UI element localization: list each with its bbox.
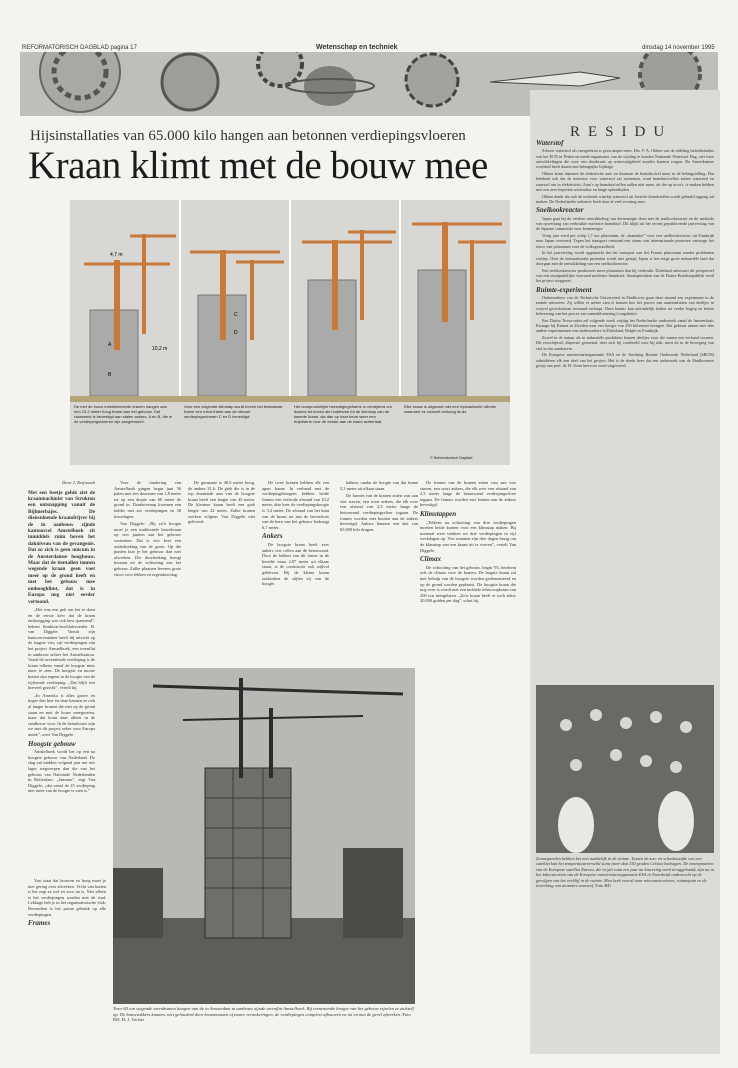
article-column-2	[114, 480, 181, 660]
paragraph: „In Amerika is alles groter en hoger dan hier en daar kennen ze ook al langer kranen die niet op de grond staan en met de bouw meegroeien, maar dat komt daar alleen in de staalbouw voor. In de betonbouw zijn we met dit project zeker voor Europa uniek”, weet Van Diggele.	[28, 692, 95, 737]
article-column-3	[188, 480, 255, 660]
section-title: Wetenschap en techniek	[316, 44, 398, 51]
paragraph: Van Diggele: „Bij zo'n hoogte moet je een traditionele bouwkraan op vier punten aan het gebouw vastzetten. Dat is vier keer een onderbreking van de grote. Op die punten kun je het gebouw dan niet afwerken. Die doorbreking brengt bestaan uit de voltooiing van het gebouw. Zulke plaatsen leveren grote risico voor lekken en regendoorslag.	[114, 521, 181, 577]
label-d: D	[234, 330, 238, 336]
diagram-caption-3: Het oorspronkelijke bevestigingsframe is verwijderd om daarna tot boven als hulpframe tot de klimstap van de tweede kraan, die dan op haar beurt weer een hulpframe voor de eerste aan de wand achterlaat.	[294, 404, 392, 424]
diagram-caption-4: Elke kraan is uitgerust met een hydraulische cilinder waarmee ze zichzelf omhoog drukt.	[404, 404, 497, 414]
paragraph: In het jaarverslag wordt opgemerkt dat het transport van het Franse plutonium zonder problemen verliep. Over de internationale protesten wordt niet gerept. Japan is het enige grote industriële land dat doorgaat met de ontwikkeling van een snelkookreactor.	[536, 250, 714, 266]
paragraph: Okken denkt dat ook de techniek waarbij waterstof uit fossiele brandstoffen wordt gehaald opgang zal maken. De Nederlandse industrie heeft daar al veel ervaring mee.	[536, 193, 714, 204]
paragraph: De hoogste kraan heeft zeer ankers vier rollen aan de betonwand. Door de balken van dit frame in de breedte maar 2,87 meter uit elkaar staan, is de constructie ook stijlvol gebleven. Bij de kleine kraan onthoeken de stijlen zij van de hoogte.	[262, 541, 329, 587]
article-kicker: Hijsinstallaties van 65.000 kilo hangen aan betonnen verdiepingsvloeren	[30, 128, 466, 144]
paragraph: De Europese ruimtevaartorganisatie ESA en de Stichting Ruimte Onderzoek Nederland (SRON) subsidiëren elk een deel van het project. Het is de derde keer dat een onderzoek van de Eindhovense groep van prof. dr. H. Stein hiervoor werd uitgevoerd.	[536, 352, 714, 368]
diagram-dim-top: 4,7 m	[110, 252, 123, 258]
article-headline: Kraan klimt met de bouw mee	[28, 144, 488, 187]
paragraph: Amstelhoek wordt het op een na hoogste gebouw van Nederland. De slag zal midden volgend jaar net iets lager wegwerpen dan die van het gebouw van Nationale Nederlanden in Rotterdam. „Jammer”, zegt Van Diggele, „dat vanaf de 25 verdieping niet meer van de hoogte te zien is.”	[28, 749, 95, 794]
paragraph: Vast staat dat bouwen zo hoog moet je niet gering over afwerken. Vecht van buiten is het zegt ze wel en voor nu is. Niet alleen is het verdiepingen worden met de stad. Lekkage heb je in het organisatorische vlak; Bovendien is het prima gebruik op alle verdiepingen.	[28, 878, 106, 917]
diagram-dim-side: 10,2 m	[152, 346, 168, 352]
article-column-1	[28, 480, 95, 796]
crane-diagram	[70, 200, 510, 465]
article-column-1b	[28, 878, 106, 929]
sidebar-heading: Waterstof	[536, 139, 564, 147]
diagram-credit: © Reformatorisch Dagblad	[430, 456, 473, 460]
paragraph: De geraamte is 40,6 meter hoog, de andere 31,6. De giek die is in de top draaiende arm van de hoogste kraan heeft een lengte van 45 meter. De kleinere kraan heeft een giek lengte van 22 meter. Zulke kranen werken volgens Van Diggele niet geleverd.	[188, 480, 255, 525]
label-c: C	[234, 312, 238, 318]
subheading: Frames	[28, 919, 51, 928]
sidebar-heading: Snelkookreactor	[536, 206, 584, 215]
label-b: B	[108, 372, 112, 378]
paragraph: Vorig jaar werd per schip 1,7 ton plutonium, de „brandstof” voor een snelkookreactor, uit Frankrijk naar Japan vervoerd. Tegen het transport ontstond een storm van internationale protesten vanwege het risico van plutonium voor de volksgezondheid.	[536, 232, 714, 249]
paragraph: Een Duitse Texus-raket zal volgende week vrijdag het Nederlandse onderzoek vanaf de lanceerbasis Esrange bij Kiruna in Zweden naar een hoogte van 250 kilometer brengen. Dat gebeurt samen met drie andere experimenten van onderzoekers in Duitsland, België en Frankrijk.	[536, 317, 714, 334]
paragraph: De twee kranen hebben elk een apart frame. In verband met de verdiepingshoogten hebben beide frames een verticale afstand van 10,2 meter, drie keer de verdiepingshoogte is 3,4 meter. De afstand van het kant van de kraan tot aan de betonvloer van de kern van het gebouw bedraagt 6,7 meter.	[262, 480, 329, 530]
label-a: A	[108, 342, 112, 348]
paragraph: Een snelkookreactor produceert meer plutonium dan hij verbruikt. Duitsland ontvouwt dit perspectief van een onuitputtelijke voorraad nucleaire brandstof. Staatspresident van de Duitse Bondsrepubliek werd het project stopgezet.	[536, 267, 714, 284]
sidebar-heading: Ruimte-experiment	[536, 285, 592, 294]
photo-caption: Twee 65 ton wegende torenkranen hangen aan de in Amsterdam in aanbouw zijnde torenflat Amstelhoek. Bij toenemende hoogte van het gebouw vijzelen ze zichzelf op. De bouwvakkers kunnen, niet gehinderd door kraanmasten of zware verankeringen, de verdiepingen compleet afbouwen en tot en met de gevel afwerken. Foto RD, H. J. Vocher	[113, 1006, 414, 1023]
paragraph: balken, omdat de hoogte van dat frame 5,3 meter uit elkaar staan.	[340, 480, 418, 491]
paragraph: Japan gaat bij de verdere ontwikkeling van kernenergie door met de snelkookreactor en de methode van opwerking van verbruikte nucleaire brandstof. Dit blijkt uit het recent gepubliceerde jaarverslag van de Japanse commissie voor kernenergie.	[536, 215, 714, 232]
article-column-4	[262, 480, 329, 660]
diagram-caption-2: Voor een volgende klimstap wordt boven het bestaande frame een extra frame aan de nieuwe verdiepingsvloeren C en D bevestigd.	[184, 404, 283, 419]
subheading: Hoogste gebouw	[28, 739, 76, 748]
construction-photo	[113, 668, 415, 1004]
masthead-paper: REFORMATORISCH DAGBLAD pagina 17	[22, 45, 137, 51]
paragraph: Okken komt daarmee de elektrische auto en daarmee de brandstofcel meer in de belangstelling. Dat betekent ook dat de interesse voor waterstof zal toenemen, want brandstofcellen zetten waterstof en zuurstof om in elektriciteit. Auto's op brandstofcellen zullen niet meer, als die op accu's, te maken hebben met een zeer beperkte actieradius en lange oplaadtijden.	[536, 170, 714, 192]
sidebar-photo	[536, 685, 714, 853]
paragraph: De voltooiing van het gebouw, begin '95, betekent ook de climax voor de kranen. De laagste kraan zal met behulp van de hoogste worden gedemonteerd en op de grond worden geplaatst. De hoogste kraan die nog over is wordt met een mobiele telescoopkraan van 200 ton neergelaten. „Zo'n kraan heeft er toch zeker 20.000 gulden per dag”, schat hij.	[420, 564, 516, 604]
article-column-5	[340, 480, 418, 660]
paragraph: „Het was een gok om het te doen en de eerste keer dat de kraan omhoogging was ook best spannend”, bekent Strukton-hoofduitvoerder R. van Diggele. Vanuit zijn kantoorcontainer heeft hij uitzicht op de laagste vier, vijf verdiepingen van het project Amstelhoek, een torenflat in aanbouw achter het Amstelstation. Vanaf de zeventiende verdieping is de kraan telkens vanaf de hoogste niets meer te zien. De hoogste en mooie buiten zijn ergens in de hoogte van de vijftiende verdieping. „Dat blijft een hoeveel gezicht”, vertelt hij.	[28, 606, 95, 691]
issue-date: dinsdag 14 november 1995	[642, 45, 715, 51]
paragraph: Voor de fundering van Amstelhoek gingen begin juni 56 palen met een doorsnee van 1,8 meter tot op een diepte van 60 meter de grond in. Daarbovenop kwamen een kelder met zes verdiepingen en 38 bouwlagen.	[114, 480, 181, 519]
paragraph: De frames van de kranen zitten vast aan vier staven, een soort ankers, die elk over een afstand van 2,3 meter lange de betonwand verdiepingsvloer ingaan. De frames worden met bouten aan de ankers bevestigd.	[420, 480, 516, 508]
paragraph: Zowel in de natuur als in industriële produkten komen deeltjes voor die samen een verband vormen. Dit verschijnsel, dispersie genoemd, doet zich bij voorbeeld voor bij inkt, mest en in de beweging van stof in een zandstorm.	[536, 335, 714, 351]
diagram-caption-1: De met de bouw meeklimmende kranen hangen aan een 10,2 meter hoog frame aan het gebouw. Dat raamwerk is bevestigd aan stalen ankers. A en B, die in de verdiepingsvloeren zijn aangebracht.	[74, 404, 173, 424]
article-lead: Met een beetje geluk ziet de kraanmachinist van Strukton een ontsnapping vanuit de Bijlmerbajes. De dienstdoende kraandrijver bij de in aanbouw zijnde kantoorcel Amstelhoek zit inmiddels ruim boven het dakniveau van de gevangenis. Dat zo zich is geen unicum in de Amsterdamse hoogbouw. Maar dat de tientallen tonnen wegende kraan geen voet meer op de grond heeft en met het gebouw mee omhoogklimt, dat is in Europa nog niet eerder vertoond.	[28, 489, 95, 605]
paragraph: De frames van de kranen zitten vast aan vier staven, een soort ankers, die elk over een afstand van 2,3 meter lange de betonwand verdiepingsvloer ingaan. De frames worden met bouten aan de ankers bevestigd. Ankers kunnen een last van 65.000 kilo dragen.	[340, 493, 418, 532]
article-column-6	[420, 480, 516, 1040]
subheading: Klimstappen	[420, 509, 457, 518]
subheading: Ankers	[262, 532, 283, 541]
paragraph: Schone waterstof als energiebron is geen utopie meer. Drs. P. A. Okken van de afdeling beleidsstudies van het ECN in Petten en mede-organisator van de wijding te houden Nationale Waterstof Dag, ziet twee ontwikkelingen die voor een doorbraak op waterstofgebied zouden kunnen zorgen. De Amerikaanse overheid heeft daarin een belangrijke bijdrage.	[536, 148, 714, 170]
article-byline: Door J. Reijnoudt	[61, 480, 95, 485]
paragraph: „Telkens na voltooiing van drie verdiepingen moeten beide kranen voor een klimstap maken. Bij normaal weer trekken we drie verdiepingen in vijf werkdagen op. Vier mannen zijn drie dagen bezig om de klimstap van een kraan uit te voeren”, vertelt Van Diggele.	[420, 519, 516, 553]
paragraph: Onderzoekers van de Technische Universiteit in Eindhoven gaan deze maand een experiment in de ruimte uitvoeren. Zij willen er achter zien te komen hoe het proces van aaneensluiten van deeltjes in vrijwel gewichtsloze toestand verloopt. Deze kennis kan uiteindelijk leiden tot verder begrip en betere beheersing van het proces van samenklontering (coagulatie).	[536, 294, 714, 316]
sidebar-photo-caption: Zonnepanelen hebben het niet makkelijk in de ruimte. Tussen de zon- en schaduwzijde van een satelliet kan het temperatuurverschil soms meer dan 150 graden Celsius bedragen. De zonnepanelen van de Europese satelliet Eureca, die in juli ruim een jaar na lancering werd teruggehaald, zijn nu in het laboratorium van de Europese ruimtevaartorganisatie ESA in Noordwijk onderzocht op de gevolgen van het verblijf in de ruimte. Men keek vooral naar micrometeorieten, ruimtepuin en de inwerking van atomaire zuurstof. Foto RD	[536, 856, 714, 889]
subheading: Climax	[420, 555, 442, 564]
sidebar-text	[536, 137, 714, 370]
sidebar-title: RESIDU	[570, 124, 673, 140]
